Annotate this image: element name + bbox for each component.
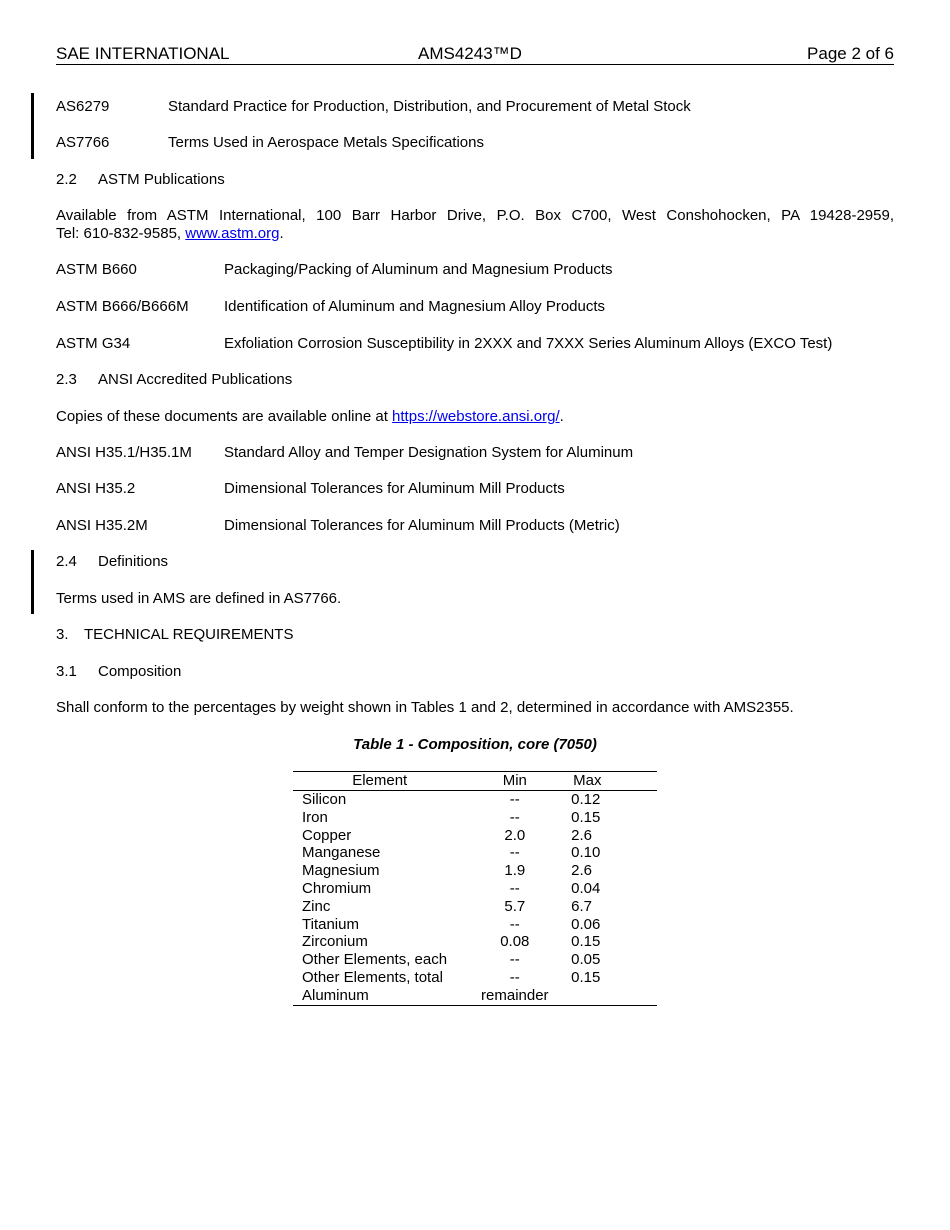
section-title: ASTM Publications <box>98 171 225 188</box>
max-cell: 0.15 <box>571 968 601 986</box>
column-header: Element <box>293 772 466 791</box>
min-cell: -- <box>509 879 520 897</box>
max-cell: 0.15 <box>571 808 601 826</box>
max-cell: 0.12 <box>571 791 601 808</box>
min-cell: remainder <box>466 987 563 1005</box>
min-cell: -- <box>509 791 520 808</box>
element-cell: Zinc <box>302 897 331 915</box>
section-number: 3. <box>56 626 69 643</box>
section-number: 2.4 <box>56 553 77 570</box>
table-row <box>293 791 657 809</box>
table-row <box>293 862 657 880</box>
element-cell: Titanium <box>302 915 359 933</box>
reference-code: ANSI H35.1/H35.1M <box>56 444 192 461</box>
reference-code: ANSI H35.2M <box>56 517 148 534</box>
change-bar <box>31 550 34 614</box>
table-row <box>293 880 657 898</box>
reference-title: Identification of Aluminum and Magnesium Alloy Products <box>224 298 606 315</box>
section-number: 3.1 <box>56 663 77 680</box>
availability-paragraph-cont: Tel: 610-832-9585, www.astm.org. <box>56 225 284 242</box>
section-title: TECHNICAL REQUIREMENTS <box>84 626 294 643</box>
table-row <box>293 827 657 845</box>
min-cell: -- <box>509 808 520 826</box>
availability-paragraph: Copies of these documents are available online at https://webstore.ansi.org/. <box>56 408 564 425</box>
max-cell: 0.06 <box>571 915 601 933</box>
reference-code: ASTM B660 <box>56 261 137 278</box>
element-cell: Iron <box>302 808 328 826</box>
reference-code: ASTM B666/B666M <box>56 298 189 315</box>
column-header: Max <box>563 772 657 791</box>
reference-title: Exfoliation Corrosion Susceptibility in 2XXX and 7XXX Series Aluminum Alloys (EXCO Test) <box>224 335 833 352</box>
reference-code: AS6279 <box>56 98 110 115</box>
max-cell: 0.10 <box>571 844 601 862</box>
max-cell: 6.7 <box>571 897 593 915</box>
min-cell: -- <box>509 951 520 969</box>
change-bar <box>31 93 34 159</box>
min-cell: -- <box>509 968 520 986</box>
min-cell: 5.7 <box>504 897 526 915</box>
table-row <box>293 969 657 987</box>
element-cell: Magnesium <box>302 862 380 880</box>
table-row <box>293 916 657 934</box>
section-title: Definitions <box>98 553 169 570</box>
table-row <box>293 933 657 951</box>
section-number: 2.2 <box>56 171 77 188</box>
max-cell <box>563 987 657 1005</box>
element-cell: Manganese <box>302 844 381 862</box>
max-cell: 2.6 <box>571 862 593 880</box>
section-heading <box>56 171 225 189</box>
reference-title: Dimensional Tolerances for Aluminum Mill Products (Metric) <box>224 517 620 534</box>
element-cell: Other Elements, total <box>302 968 443 986</box>
astm-link[interactable]: www.astm.org <box>185 225 280 242</box>
page-header <box>56 44 894 65</box>
max-cell: 0.05 <box>571 951 601 969</box>
element-cell: Silicon <box>302 791 347 808</box>
header-doc-id: AMS4243™D <box>418 44 522 63</box>
availability-paragraph: Available from ASTM International, 100 Barr Harbor Drive, P.O. Box C700, West Conshohocken, PA 19428-2959, <box>56 207 894 224</box>
reference-title: Dimensional Tolerances for Aluminum Mill Products <box>224 480 565 497</box>
table-row <box>293 898 657 916</box>
section-heading <box>56 371 292 389</box>
min-cell: 1.9 <box>504 862 526 880</box>
section-title: Composition <box>98 663 182 680</box>
element-cell: Copper <box>302 826 352 844</box>
min-cell: -- <box>509 844 520 862</box>
reference-title: Packaging/Packing of Aluminum and Magnesium Products <box>224 261 613 278</box>
reference-code: ANSI H35.2 <box>56 480 136 497</box>
reference-title: Standard Alloy and Temper Designation System for Aluminum <box>224 444 634 461</box>
table-header-row <box>293 772 657 791</box>
section-heading <box>56 553 168 571</box>
table-row <box>293 844 657 862</box>
definitions-text: Terms used in AMS are defined in AS7766. <box>56 590 342 607</box>
ansi-link[interactable]: https://webstore.ansi.org/ <box>392 408 560 425</box>
min-cell: 2.0 <box>504 826 526 844</box>
composition-text: Shall conform to the percentages by weight shown in Tables 1 and 2, determined in accordance with AMS2355. <box>56 699 794 716</box>
element-cell: Zirconium <box>302 933 368 951</box>
element-cell: Chromium <box>302 879 372 897</box>
element-cell: Other Elements, each <box>302 951 448 969</box>
table-row <box>293 809 657 827</box>
min-cell: -- <box>509 915 520 933</box>
min-cell: 0.08 <box>500 933 530 951</box>
table-caption: Table 1 - Composition, core (7050) <box>353 736 597 753</box>
reference-code: ASTM G34 <box>56 335 131 352</box>
section-heading <box>56 663 181 681</box>
reference-code: AS7766 <box>56 134 110 151</box>
table-row <box>293 987 657 1005</box>
max-cell: 0.15 <box>571 933 601 951</box>
element-cell: Aluminum <box>293 987 466 1005</box>
reference-title: Standard Practice for Production, Distribution, and Procurement of Metal Stock <box>168 98 691 115</box>
reference-title: Terms Used in Aerospace Metals Specifications <box>168 134 484 151</box>
header-org: SAE INTERNATIONAL <box>56 44 230 63</box>
max-cell: 2.6 <box>571 826 593 844</box>
header-page-number: Page 2 of 6 <box>807 44 894 63</box>
column-header: Min <box>466 772 563 791</box>
table-row <box>293 951 657 969</box>
composition-table <box>293 771 657 1006</box>
max-cell: 0.04 <box>571 879 601 897</box>
section-heading <box>56 626 293 644</box>
section-number: 2.3 <box>56 371 77 388</box>
section-title: ANSI Accredited Publications <box>98 371 293 388</box>
